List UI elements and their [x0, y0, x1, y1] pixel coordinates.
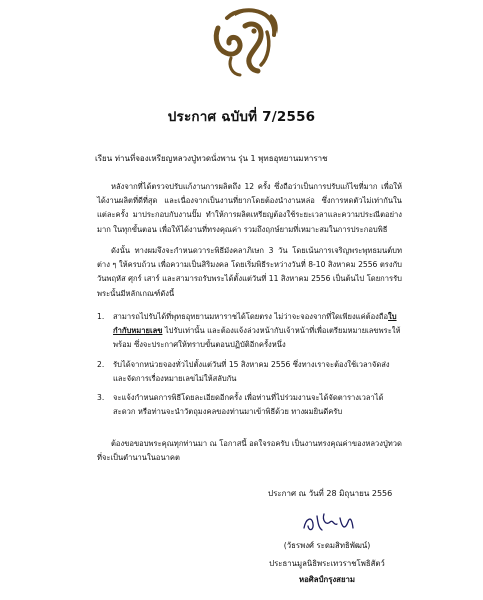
salutation: เรียน ท่านที่จองเหรียญหลวงปู่ทวดนั่งพาน รุ่น 1 พุทธอุทยานมหาราช [95, 154, 328, 163]
handwritten-signature [300, 508, 360, 536]
list-item-text: สามารถไปรับได้ที่พุทธอุทยานมหาราชได้โดยตรง ไม่ว่าจะจองจากที่ใดเพียงแค่ต้องถือ [113, 312, 389, 321]
list-item-text: จะแจ้งกำหนดการพิธีโดยละเอียดอีกครั้ง เพื่อท่านที่ไปร่วมงานจะได้จัดตารางเวลาได้สะดวก หรือท่านจะนำวัตถุมงคลของท่านมาเข้าพิธีด้วย ทางผมยินดีครับ [113, 393, 384, 417]
list-item [97, 358, 402, 386]
list-item [97, 391, 402, 419]
paragraph-closing-text: ต้องขอขอบพระคุณทุกท่านมา ณ โอกาสนี้ อดใจรอครับ เป็นงานทรงคุณค่าของหลวงปู่ทวดที่จะเป็นตำนานในอนาคต [97, 439, 402, 463]
list-item-number: 2. [97, 359, 105, 369]
announcement-title: ประกาศ ฉบับที่ 7/2556 [167, 109, 316, 125]
paragraph-closing [97, 437, 402, 465]
list-item-text: รับได้จากหน่วยจองทั่วไปตั้งแต่วันที่ 15 สิงหาคม 2556 ซึ่งทางเราจะต้องใช้เวลาจัดส่งและจัดการเรื่องหมายเลขไม่ให้สลับกัน [113, 359, 390, 383]
list-item-text-rest: ไปรับเท่านั้น และต้องแจ้งล่วงหน้ากับเจ้าหน้าที่เพื่อเตรียมหมายเลขพระให้พร้อม ซึ่งจะประกาศให้ทราบขั้นตอนปฏิบัติอีกครั้งหนึ่ง [113, 326, 401, 350]
list-item-number: 1. [97, 312, 105, 321]
announcement-date: ประกาศ ณ วันที่ 28 มิถุนายน 2556 [268, 489, 393, 498]
list-item-number: 3. [97, 393, 105, 403]
signer-name: (วัธรพงศ์ ระดมสิทธิพัฒน์) [283, 541, 371, 550]
paragraph-schedule-text: ดังนั้น ทางผมจึงจะกำหนดวาระพิธีมังคลาภิเษก 3 วัน โดยเน้นการเจริญพระพุทธมนต์บทต่าง ๆ ให้ครบถ้วน เพื่อความเป็นสิริมงคล โดยเริ่มพิธีระหว่างวันที่ 8-10 สิงหาคม 2556 ตรงกับวันพฤหัส ศุกร์ เสาร์ และสามารถรับพระได้ตั้งแต่วันที่ 11 สิงหาคม 2556 เป็นต้นไป โดยการรับพระนั้นมีหลักเกณฑ์ดังนี้ [97, 246, 402, 298]
paragraph-intro-text: หลังจากที่ได้ตรวจปรับแก้งานการผลิตถึง 12 ครั้ง ซึ่งถือว่าเป็นการปรับแก้ไขที่มาก เพื่อให้ได้งานผลิตที่ดีที่สุด และเนื่องจากเป็นงานที่ยากโดยต้องนำงานหล่อ ซึ่งการหดตัวไม่เท่ากันในแต่ละครั้ง มาประกอบกับงานปั๊ม ทำให้การผลิตเหรียญต้องใช้ระยะเวลาและความประณีตอย่างมาก ในทุกขั้นตอน เพื่อให้ได้งานที่ทรงคุณค่า รวมถึงฤกษ์ยามที่เหมาะสมในการประกอบพิธี [97, 182, 402, 234]
elephant-logo-icon [205, 4, 285, 84]
criteria-list [97, 310, 402, 424]
signer-organization: หอศิลป์กรุงสยาม [298, 575, 356, 584]
list-item [97, 310, 402, 353]
paragraph-intro [97, 180, 402, 237]
paragraph-schedule [97, 244, 402, 301]
signer-title: ประธานมูลนิธิพระเทวราชโพธิสัตว์ [269, 559, 385, 568]
list-item-emphasis: ใบกำกับหมายเลข [113, 312, 397, 336]
